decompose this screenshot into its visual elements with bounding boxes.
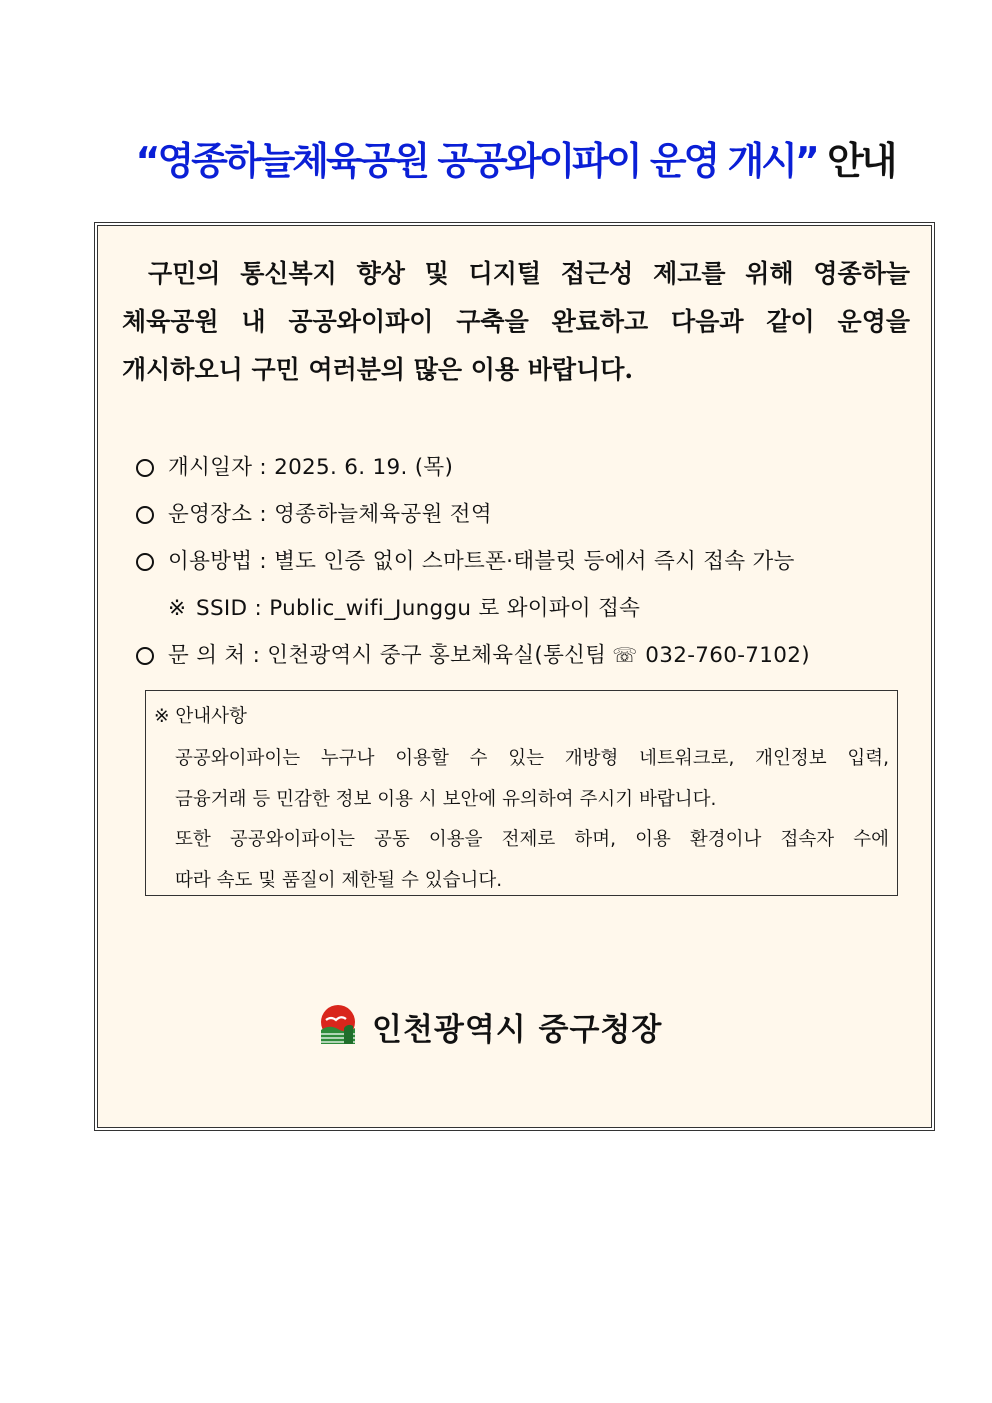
intro-line: 체육공원 내 공공와이파이 구축을 완료하고 다음과 같이 운영을 <box>122 307 910 336</box>
telephone-icon: ☏ <box>612 643 638 667</box>
reference-mark-icon: ※ <box>168 596 187 621</box>
detail-contact <box>134 632 914 679</box>
detail-start-date <box>134 444 914 491</box>
caution-box <box>145 690 898 896</box>
intro-paragraph <box>122 250 910 394</box>
caution-line: 따라 속도 및 품질이 제한될 수 있습니다. <box>175 869 503 891</box>
caution-line: 금융거래 등 민감한 정보 이용 시 보안에 유의하여 주시기 바랍니다. <box>175 788 717 810</box>
intro-line: 구민의 통신복지 향상 및 디지털 접근성 제고를 위해 영종하늘 <box>148 259 910 288</box>
location-text: 운영장소 : 영종하늘체육공원 전역 <box>168 502 492 527</box>
ssid-text: SSID : Public_wifi_Junggu 로 와이파이 접속 <box>196 596 641 621</box>
details-list <box>134 444 914 679</box>
detail-location <box>134 491 914 538</box>
signature-block <box>318 1002 662 1050</box>
caution-line: 또한 공공와이파이는 공동 이용을 전제로 하며, 이용 환경이나 접속자 수에 <box>175 829 889 850</box>
caution-line: 공공와이파이는 누구나 이용할 수 있는 개방형 네트워크로, 개인정보 입력, <box>175 748 889 769</box>
detail-ssid <box>134 585 914 632</box>
contact-phone: 032-760-7102) <box>645 643 810 668</box>
page-title <box>0 130 992 185</box>
circle-bullet-icon <box>136 647 154 665</box>
contact-text: 문 의 처 : 인천광역시 중구 홍보체육실(통신팀 <box>168 643 607 668</box>
circle-bullet-icon <box>136 506 154 524</box>
title-quoted: “영종하늘체육공원 공공와이파이 운영 개시” <box>135 139 817 183</box>
circle-bullet-icon <box>136 459 154 477</box>
organization-name: 인천광역시 중구청장 <box>372 1011 663 1048</box>
caution-heading: ※ 안내사항 <box>154 706 247 727</box>
detail-method <box>134 538 914 585</box>
circle-bullet-icon <box>136 553 154 571</box>
method-text: 이용방법 : 별도 인증 없이 스마트폰·태블릿 등에서 즉시 접속 가능 <box>168 549 795 574</box>
start-date-text: 개시일자 : 2025. 6. 19. (목) <box>168 455 454 480</box>
jung-gu-emblem-icon <box>318 1004 358 1048</box>
intro-line: 개시하오니 구민 여러분의 많은 이용 바랍니다. <box>122 355 634 384</box>
caution-body <box>175 739 889 901</box>
title-suffix: 안내 <box>827 139 895 183</box>
